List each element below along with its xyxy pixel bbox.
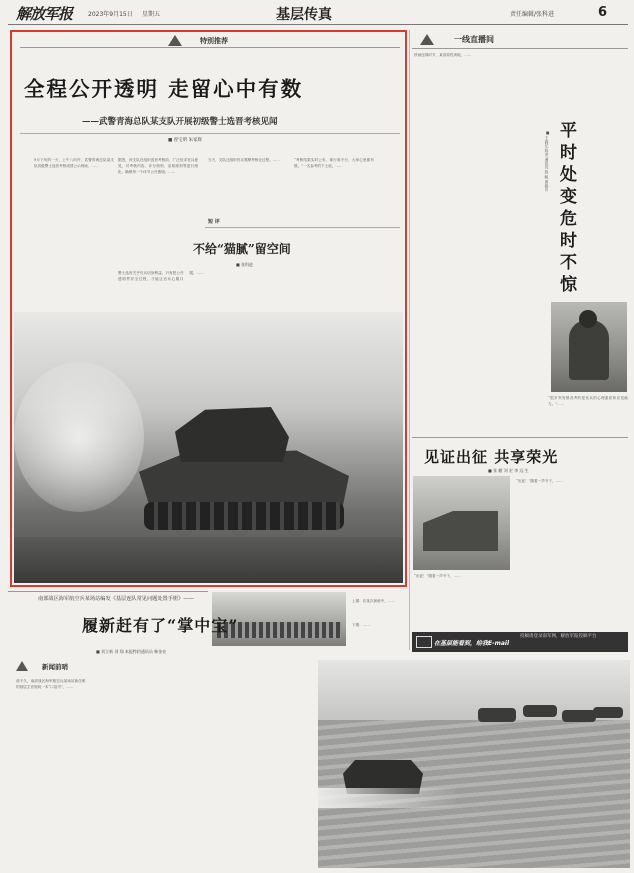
sidebar-rule <box>205 227 400 228</box>
amphibious-photo <box>318 660 630 868</box>
subhead-rule <box>20 133 400 134</box>
live-section-rule <box>412 48 628 49</box>
vehicle-3 <box>562 710 596 722</box>
vertical-title-char: 变 <box>560 187 577 207</box>
soldier-figure <box>569 320 609 380</box>
right-bottom-byline: ■ 张 鹏 刘 宏 李 远 生 <box>488 468 529 473</box>
feature-subhead: ——武警青海总队某支队开展初级警士选晋考核见闻 <box>82 117 278 127</box>
email-contact[interactable]: 投稿请登录南军网，解放军报投稿平台 <box>520 634 597 639</box>
feature-tag <box>160 35 260 47</box>
soldier-photo <box>551 302 627 392</box>
right-bottom-col: “出征！”随着一声令下，…… <box>516 479 563 483</box>
sidebar-title: 不给“猫腻”留空间 <box>193 242 291 256</box>
tank-track <box>144 502 344 530</box>
vertical-title-char: 不 <box>560 253 577 273</box>
live-body: 秋雨连绵时节，某高原驻训地，…… <box>414 53 472 57</box>
photo-caption-2: 下图：…… <box>352 623 370 627</box>
email-bar-text: 在基层能看到，给我E-mail <box>434 640 510 647</box>
sidebar-body: 警士选晋关乎官兵切身利益。只有把公开透明贯穿全过程，才能让官兵心服口服，…… <box>118 271 204 282</box>
live-bottom-body: “很多突发情况考的是官兵的心理素质和应变能力。”…… <box>548 396 628 407</box>
star-icon <box>168 35 182 46</box>
dust-cloud <box>14 362 144 512</box>
tank-turret <box>169 407 289 462</box>
issue-date: 2023年9月15日 <box>88 11 133 18</box>
photo-caption-1: 上图：在某次演练中，…… <box>352 599 396 603</box>
vertical-title <box>560 120 590 296</box>
issue-weekday: 星期五 <box>142 11 161 18</box>
truck-photo <box>413 476 510 570</box>
editor-credit: 责任编辑/张科进 <box>510 11 555 18</box>
section-title: 基层传真 <box>276 7 332 23</box>
right-mid-rule <box>412 437 628 438</box>
vertical-title-char: 平 <box>560 121 577 141</box>
lower-rule <box>8 591 208 592</box>
news-section-header <box>14 660 94 674</box>
vehicle-2 <box>523 705 557 717</box>
news-section-label: 新闻前哨 <box>42 663 68 671</box>
vehicle-1 <box>478 708 516 722</box>
soldier-head <box>579 310 597 328</box>
right-bottom-title: 见证出征 共享荣光 <box>424 448 559 466</box>
vertical-title-char: 时 <box>560 143 577 163</box>
feature-tag-label: 特别推荐 <box>200 37 228 45</box>
vertical-title-char: 处 <box>560 165 577 185</box>
page-number: 6 <box>598 5 608 20</box>
live-section-header <box>412 32 628 48</box>
lower-byline: ■ 刘立新 刘 翔 本报特约通讯员 韩金亮 <box>96 649 167 654</box>
vertical-byline: ■ 王润亿 陈尧 通讯员 陈 帆 黄毅川 <box>545 130 550 192</box>
mail-icon <box>416 636 432 648</box>
sidebar-label: 短 评 <box>208 219 220 225</box>
vehicle-4 <box>593 707 623 718</box>
newspaper-logo: 解放军报 <box>16 5 73 23</box>
vertical-title-char: 惊 <box>560 275 577 295</box>
feature-column-4: “考核结果实时公布，谁行谁不行，大家心里都有数。”一名参考的下士说。…… <box>294 158 374 169</box>
feature-column-1: 9月下旬的一天，上午八时许，武警青海总队某支队初级警士选晋考核成绩公示现场，…… <box>34 158 114 169</box>
star-icon <box>16 661 28 671</box>
feature-column-3: 当天，支队还组织官兵观摩考核全过程。…… <box>208 158 280 162</box>
lower-kicker: 南部战区海军航空兵某场站编发《基层连队常见问题处置手册》—— <box>38 596 194 602</box>
lower-body: 前不久，南部战区海军航空兵某场站新任职的基层主官领到一本“口袋书”，…… <box>16 679 86 690</box>
live-section-label: 一线直播间 <box>454 35 494 44</box>
feature-byline: ■ 曾宝明 朱家辉 <box>168 138 203 143</box>
feature-column-2: 据悉，该支队在组织选晋考核前，广泛征求官兵意见，对考核内容、评分细则、录取规则等进行细化，确保每一个环节公开透明。…… <box>118 158 198 175</box>
ground-shadow <box>14 537 403 583</box>
masthead <box>0 0 634 26</box>
truck-shape <box>423 511 498 551</box>
right-bottom-body: “出征！”随着一声令下，…… <box>414 574 461 578</box>
sidebar-byline: ■ 张科进 <box>236 262 254 267</box>
tank-photo <box>14 312 403 583</box>
wake <box>318 788 458 808</box>
masthead-rule <box>8 24 628 25</box>
vertical-title-char: 危 <box>560 209 577 229</box>
tag-rule <box>20 47 400 48</box>
feature-headline: 全程公开透明 走留心中有数 <box>24 77 304 101</box>
vertical-title-char: 时 <box>560 231 577 251</box>
column-divider <box>409 30 410 650</box>
lower-title: 履新赶有了“掌中宝” <box>82 616 239 635</box>
star-icon <box>420 34 434 45</box>
